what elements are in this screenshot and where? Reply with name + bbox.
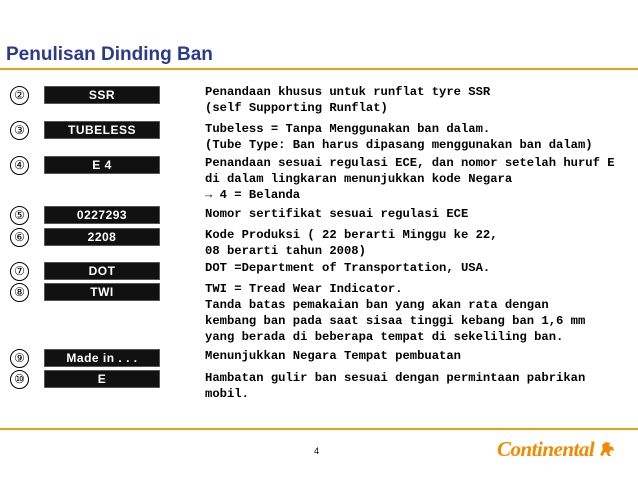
item-description: TWI = Tread Wear Indicator. Tanda batas pemakaian ban yang akan rata dengan kembang ban pada saat sisaa tinggi kebang ban 1,6 mm yang berada di beberapa tempat di sekeliling ban. <box>205 282 586 344</box>
item-number: ⑦ <box>10 262 29 281</box>
item-number: ② <box>10 86 29 105</box>
top-divider <box>0 68 638 70</box>
logo-wordmark: Continental <box>497 436 595 461</box>
bottom-divider <box>0 428 638 430</box>
sidewall-marking-plate: TUBELESS <box>44 121 160 139</box>
item-description: Penandaan khusus untuk runflat tyre SSR (self Supporting Runflat) <box>205 85 491 115</box>
item-description: Tubeless = Tanpa Menggunakan ban dalam. (Tube Type: Ban harus dipasang menggunakan ban dalam) <box>205 122 593 152</box>
item-description: Menunjukkan Negara Tempat pembuatan <box>205 349 461 363</box>
item-number: ⑧ <box>10 283 29 302</box>
sidewall-marking-plate: 2208 <box>44 228 160 246</box>
page-title: Penulisan Dinding Ban <box>6 44 213 65</box>
horse-icon <box>597 439 617 459</box>
continental-logo <box>497 436 617 462</box>
item-number: ⑥ <box>10 228 29 247</box>
sidewall-marking-plate: E 4 <box>44 156 160 174</box>
page-number: 4 <box>314 446 320 456</box>
item-description: Nomor sertifikat sesuai regulasi ECE <box>205 207 469 221</box>
item-number: ④ <box>10 156 29 175</box>
item-description: Penandaan sesuai regulasi ECE, dan nomor setelah huruf E di dalam lingkaran menunjukkan kode Negara → 4 = Belanda <box>205 156 615 202</box>
item-number: ⑩ <box>10 370 29 389</box>
sidewall-marking-plate: DOT <box>44 262 160 280</box>
sidewall-marking-plate: Made in . . . <box>44 349 160 367</box>
sidewall-marking-plate: SSR <box>44 86 160 104</box>
item-description: Hambatan gulir ban sesuai dengan permintaan pabrikan mobil. <box>205 371 586 401</box>
item-number: ③ <box>10 121 29 140</box>
item-description: Kode Produksi ( 22 berarti Minggu ke 22, 08 berarti tahun 2008) <box>205 228 498 258</box>
sidewall-marking-plate: E <box>44 370 160 388</box>
sidewall-marking-plate: 0227293 <box>44 206 160 224</box>
item-number: ⑤ <box>10 206 29 225</box>
item-description: DOT =Department of Transportation, USA. <box>205 261 491 275</box>
sidewall-marking-plate: TWI <box>44 283 160 301</box>
item-number: ⑨ <box>10 349 29 368</box>
